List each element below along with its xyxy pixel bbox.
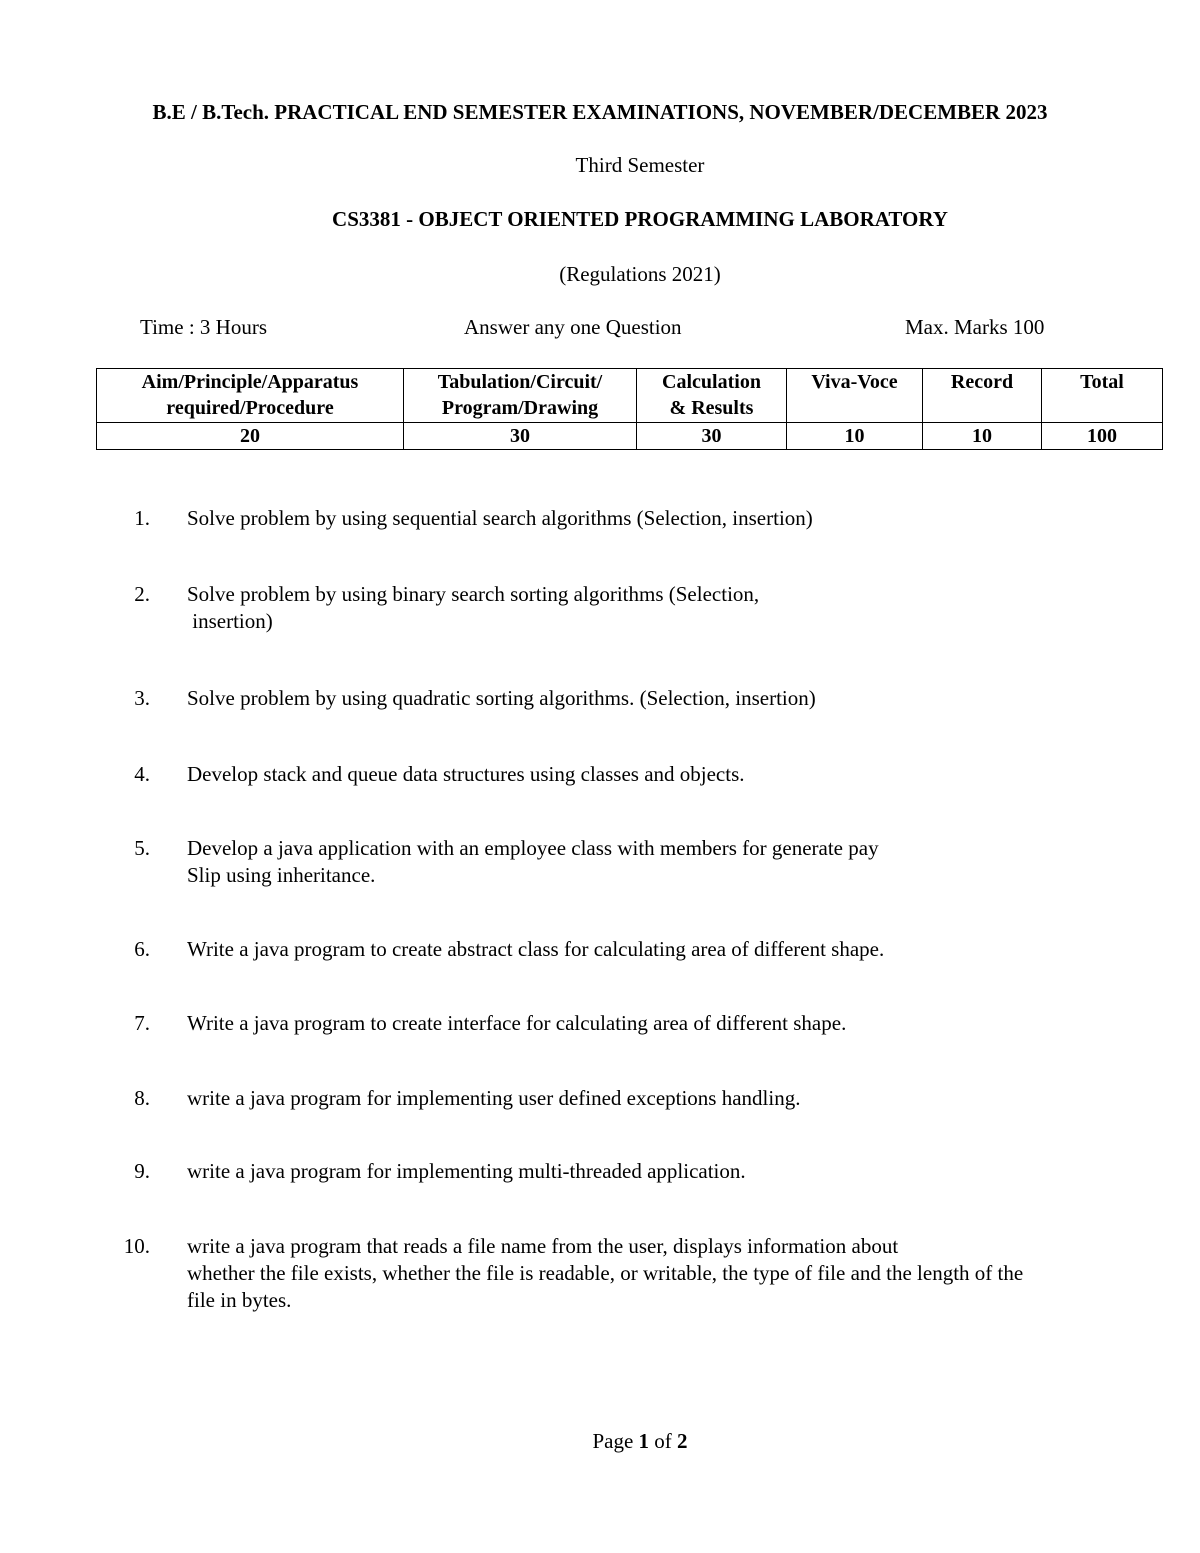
table-cell: 100 <box>1042 423 1163 450</box>
question-text: write a java program for implementing multi-threaded application. <box>187 1159 746 1183</box>
question-text: write a java program for implementing user defined exceptions handling. <box>187 1086 801 1110</box>
question-number: 10. <box>123 1234 150 1258</box>
table-header-cell: Record <box>923 369 1042 423</box>
question-number: 3. <box>134 686 150 710</box>
table-header-cell: Tabulation/Circuit/ Program/Drawing <box>404 369 637 423</box>
table-header-cell: Viva-Voce <box>787 369 923 423</box>
question-number: 6. <box>134 937 150 961</box>
exam-instruction: Answer any one Question <box>464 315 682 339</box>
question-text: Solve problem by using binary search sorting algorithms (Selection, insertion) <box>187 582 760 633</box>
question-text: Solve problem by using sequential search algorithms (Selection, insertion) <box>187 506 813 530</box>
question-number: 9. <box>134 1159 150 1183</box>
question-text: Write a java program to create interface for calculating area of different shape. <box>187 1011 847 1035</box>
exam-duration: Time : 3 Hours <box>140 315 267 339</box>
table-header-cell: Total <box>1042 369 1163 423</box>
table-cell: 30 <box>637 423 787 450</box>
question-number: 7. <box>134 1011 150 1035</box>
table-header-cell: Aim/Principle/Apparatus required/Procedure <box>97 369 404 423</box>
table-cell: 10 <box>923 423 1042 450</box>
regulations-label: (Regulations 2021) <box>559 262 721 286</box>
table-cell: 10 <box>787 423 923 450</box>
max-marks: Max. Marks 100 <box>905 315 1045 339</box>
question-text: Develop stack and queue data structures using classes and objects. <box>187 762 745 786</box>
question-number: 2. <box>134 582 150 606</box>
question-number: 8. <box>134 1086 150 1110</box>
question-text: Write a java program to create abstract class for calculating area of different shape. <box>187 937 885 961</box>
table-header-row <box>97 369 1163 423</box>
table-cell: 20 <box>97 423 404 450</box>
question-number: 1. <box>134 506 150 530</box>
question-text: write a java program that reads a file name from the user, displays information about whether the file exists, whether the file is readable, or writable, the type of file and the length of the file in bytes. <box>187 1234 1024 1312</box>
table-cell: 30 <box>404 423 637 450</box>
table-header-cell: Calculation & Results <box>637 369 787 423</box>
marks-distribution-table <box>96 368 1163 450</box>
question-number: 5. <box>134 836 150 860</box>
exam-title: B.E / B.Tech. PRACTICAL END SEMESTER EXAMINATIONS, NOVEMBER/DECEMBER 2023 <box>152 100 1048 124</box>
page-number: Page 1 of 2 <box>592 1429 688 1453</box>
course-title: CS3381 - OBJECT ORIENTED PROGRAMMING LABORATORY <box>332 207 948 231</box>
semester-label: Third Semester <box>575 153 705 177</box>
table-row <box>97 423 1163 450</box>
question-text: Solve problem by using quadratic sorting algorithms. (Selection, insertion) <box>187 686 816 710</box>
question-number: 4. <box>134 762 150 786</box>
question-text: Develop a java application with an employee class with members for generate pay Slip using inheritance. <box>187 836 879 887</box>
